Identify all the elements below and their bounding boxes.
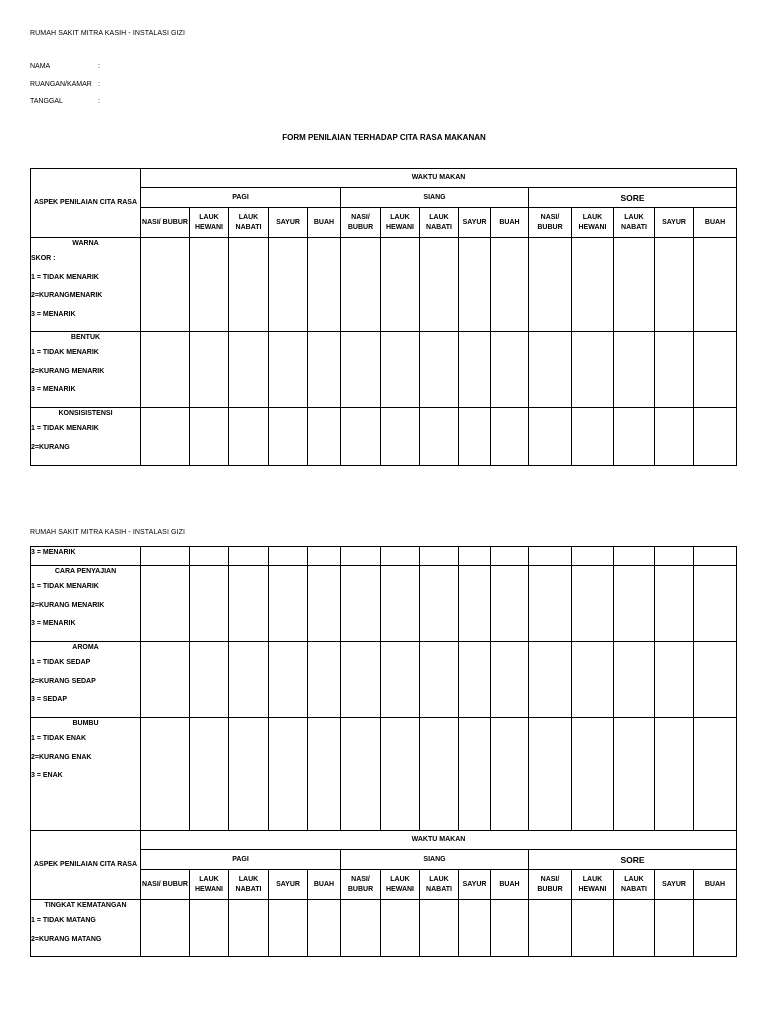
score-cell[interactable] <box>655 566 694 642</box>
col-sayur: SAYUR <box>459 870 491 900</box>
score-cell[interactable] <box>308 642 341 718</box>
table-row <box>31 547 737 566</box>
table-row <box>31 566 737 642</box>
col-lauk-hewani: LAUK HEWANI <box>572 208 614 238</box>
aspect-cell <box>31 718 141 831</box>
col-sayur: SAYUR <box>269 870 308 900</box>
score-cell[interactable] <box>614 332 655 408</box>
score-cell[interactable] <box>420 900 459 957</box>
aspect-line: 2=KURANG SEDAP <box>31 677 96 685</box>
aspect-line: 3 = ENAK <box>31 772 63 779</box>
score-cell[interactable] <box>655 408 694 466</box>
info-room-value: : <box>98 81 100 88</box>
score-cell[interactable] <box>614 718 655 831</box>
meal-time-header: WAKTU MAKAN <box>141 169 737 188</box>
col-lauk-nabati: LAUK NABATI <box>229 208 269 238</box>
score-cell[interactable] <box>190 408 229 466</box>
col-lauk-nabati: LAUK NABATI <box>614 208 655 238</box>
aspect-line: 3 = MENARIK <box>31 310 76 318</box>
score-cell[interactable] <box>459 566 491 642</box>
score-cell[interactable] <box>341 718 381 831</box>
score-cell[interactable] <box>572 547 614 566</box>
score-cell[interactable] <box>308 718 341 831</box>
score-cell[interactable] <box>491 718 529 831</box>
score-cell[interactable] <box>420 642 459 718</box>
score-cell[interactable] <box>229 547 269 566</box>
aspect-line: 2=KURANG <box>31 443 70 451</box>
score-cell[interactable] <box>459 642 491 718</box>
form-title: FORM PENILAIAN TERHADAP CITA RASA MAKANAN <box>282 133 486 142</box>
aspect-line: 1 = TIDAK MENARIK <box>31 273 99 281</box>
org-header-page2: RUMAH SAKIT MITRA KASIH - INSTALASI GIZI <box>30 529 186 536</box>
aspect-line: 1 = TIDAK MENARIK <box>31 583 99 590</box>
score-cell[interactable] <box>190 642 229 718</box>
score-cell[interactable] <box>694 408 737 466</box>
score-cell[interactable] <box>614 642 655 718</box>
col-lauk-nabati: LAUK NABATI <box>229 870 269 900</box>
score-cell[interactable] <box>459 408 491 466</box>
info-room <box>30 81 100 88</box>
col-nasi: NASI/ BUBUR <box>141 208 190 238</box>
score-cell[interactable] <box>381 900 420 957</box>
score-cell[interactable] <box>229 238 269 332</box>
score-cell[interactable] <box>572 718 614 831</box>
aspect-cell <box>31 238 141 332</box>
col-lauk-hewani: LAUK HEWANI <box>190 208 229 238</box>
table-row <box>31 642 737 718</box>
score-cell[interactable] <box>694 238 737 332</box>
score-cell[interactable] <box>529 332 572 408</box>
aspect-cell <box>31 566 141 642</box>
score-cell[interactable] <box>229 718 269 831</box>
score-cell[interactable] <box>381 566 420 642</box>
score-cell[interactable] <box>614 566 655 642</box>
aspect-title: WARNA <box>72 240 99 247</box>
score-cell[interactable] <box>529 408 572 466</box>
aspect-line: 1 = TIDAK ENAK <box>31 735 87 742</box>
score-cell[interactable] <box>341 900 381 957</box>
aspect-title: BUMBU <box>72 720 99 727</box>
score-cell[interactable] <box>491 238 529 332</box>
aspect-title: TINGKAT KEMATANGAN <box>44 902 127 909</box>
score-cell[interactable] <box>141 642 190 718</box>
score-cell[interactable] <box>572 900 614 957</box>
score-cell[interactable] <box>229 408 269 466</box>
table-row <box>31 408 737 466</box>
score-cell[interactable] <box>141 566 190 642</box>
score-cell[interactable] <box>529 566 572 642</box>
score-cell[interactable] <box>381 718 420 831</box>
table-row <box>31 718 737 831</box>
aspect-title: CARA PENYAJIAN <box>54 568 117 575</box>
score-cell[interactable] <box>190 566 229 642</box>
score-cell[interactable] <box>529 238 572 332</box>
score-cell[interactable] <box>655 718 694 831</box>
table-row <box>31 900 737 957</box>
score-cell[interactable] <box>341 547 381 566</box>
score-cell[interactable] <box>614 547 655 566</box>
score-cell[interactable] <box>459 547 491 566</box>
col-lauk-hewani: LAUK HEWANI <box>381 870 420 900</box>
score-cell[interactable] <box>655 900 694 957</box>
aspect-line: 1 = TIDAK MENARIK <box>31 425 99 432</box>
score-cell[interactable] <box>614 900 655 957</box>
col-lauk-nabati: LAUK NABATI <box>420 208 459 238</box>
aspect-line: 2=KURANG MENARIK <box>31 367 105 375</box>
score-cell[interactable] <box>572 642 614 718</box>
col-buah: BUAH <box>491 208 529 238</box>
score-cell[interactable] <box>420 547 459 566</box>
score-cell[interactable] <box>491 566 529 642</box>
score-cell[interactable] <box>141 408 190 466</box>
aspect-line: 2=KURANG MENARIK <box>31 601 105 609</box>
score-cell[interactable] <box>341 566 381 642</box>
score-cell[interactable] <box>308 408 341 466</box>
info-name <box>30 63 100 70</box>
score-cell[interactable] <box>308 332 341 408</box>
aspect-line: 3 = MENARIK <box>31 386 76 393</box>
aspect-line: 2=KURANGMENARIK <box>31 292 103 299</box>
score-cell[interactable] <box>190 900 229 957</box>
col-nasi: NASI/ BUBUR <box>529 870 572 900</box>
score-cell[interactable] <box>459 332 491 408</box>
aspect-line: 3 = MENARIK <box>31 620 76 627</box>
info-date-label: TANGGAL <box>30 98 63 105</box>
info-name-value: : <box>98 63 100 70</box>
aspect-cell <box>31 332 141 408</box>
assessment-table-2 <box>30 546 737 957</box>
col-buah: BUAH <box>308 870 341 900</box>
score-cell[interactable] <box>141 332 190 408</box>
score-cell[interactable] <box>190 547 229 566</box>
period-sore: SORE <box>529 850 737 870</box>
score-cell[interactable] <box>229 566 269 642</box>
score-cell[interactable] <box>694 566 737 642</box>
score-cell[interactable] <box>190 238 229 332</box>
score-cell[interactable] <box>269 642 308 718</box>
score-cell[interactable] <box>694 718 737 831</box>
aspect-cell <box>31 900 141 957</box>
info-name-label: NAMA <box>30 63 51 70</box>
score-cell[interactable] <box>491 642 529 718</box>
period-sore: SORE <box>529 188 737 208</box>
col-lauk-nabati: LAUK NABATI <box>420 870 459 900</box>
score-cell[interactable] <box>269 566 308 642</box>
score-cell[interactable] <box>229 332 269 408</box>
score-cell[interactable] <box>269 900 308 957</box>
aspect-cell <box>31 547 141 566</box>
col-sayur: SAYUR <box>459 208 491 238</box>
aspect-cell <box>31 408 141 466</box>
score-cell[interactable] <box>459 718 491 831</box>
period-siang: SIANG <box>341 850 529 870</box>
score-cell[interactable] <box>229 642 269 718</box>
score-cell[interactable] <box>491 408 529 466</box>
score-cell[interactable] <box>655 332 694 408</box>
score-cell[interactable] <box>141 547 190 566</box>
score-cell[interactable] <box>381 642 420 718</box>
score-cell[interactable] <box>190 332 229 408</box>
period-pagi: PAGI <box>141 850 341 870</box>
score-cell[interactable] <box>614 408 655 466</box>
aspect-title: AROMA <box>72 644 99 651</box>
score-cell[interactable] <box>420 332 459 408</box>
score-cell[interactable] <box>308 238 341 332</box>
score-cell[interactable] <box>529 718 572 831</box>
org-header: RUMAH SAKIT MITRA KASIH - INSTALASI GIZI <box>30 30 186 37</box>
score-cell[interactable] <box>529 900 572 957</box>
meal-time-header: WAKTU MAKAN <box>141 831 737 850</box>
score-cell[interactable] <box>572 332 614 408</box>
aspect-title: BENTUK <box>70 334 101 341</box>
table-row <box>31 332 737 408</box>
score-cell[interactable] <box>572 566 614 642</box>
aspect-line: 1 = TIDAK MATANG <box>31 917 96 924</box>
aspect-line: 3 = MENARIK <box>31 549 76 556</box>
col-nasi: NASI/ BUBUR <box>341 870 381 900</box>
score-cell[interactable] <box>459 238 491 332</box>
score-cell[interactable] <box>190 718 229 831</box>
score-cell[interactable] <box>614 238 655 332</box>
col-nasi: NASI/ BUBUR <box>141 870 190 900</box>
aspect-header: ASPEK PENILAIAN CITA RASA <box>31 169 141 238</box>
score-cell[interactable] <box>572 408 614 466</box>
info-room-label: RUANGAN/KAMAR <box>30 81 92 88</box>
score-cell[interactable] <box>141 718 190 831</box>
score-cell[interactable] <box>141 238 190 332</box>
aspect-cell <box>31 642 141 718</box>
col-sayur: SAYUR <box>655 208 694 238</box>
score-cell[interactable] <box>269 718 308 831</box>
score-cell[interactable] <box>694 547 737 566</box>
score-cell[interactable] <box>381 238 420 332</box>
score-cell[interactable] <box>529 547 572 566</box>
score-cell[interactable] <box>381 547 420 566</box>
col-sayur: SAYUR <box>655 870 694 900</box>
score-cell[interactable] <box>694 332 737 408</box>
score-cell[interactable] <box>420 238 459 332</box>
score-cell[interactable] <box>269 408 308 466</box>
info-date <box>30 98 100 105</box>
score-cell[interactable] <box>308 566 341 642</box>
score-cell[interactable] <box>420 718 459 831</box>
score-cell[interactable] <box>269 547 308 566</box>
score-cell[interactable] <box>381 332 420 408</box>
aspect-line: 1 = TIDAK SEDAP <box>31 659 91 666</box>
score-cell[interactable] <box>655 642 694 718</box>
aspect-line: SKOR : <box>31 255 56 262</box>
score-cell[interactable] <box>269 238 308 332</box>
col-buah: BUAH <box>491 870 529 900</box>
col-lauk-hewani: LAUK HEWANI <box>190 870 229 900</box>
score-cell[interactable] <box>655 547 694 566</box>
score-cell[interactable] <box>308 900 341 957</box>
score-cell[interactable] <box>655 238 694 332</box>
aspect-header: ASPEK PENILAIAN CITA RASA <box>31 831 141 900</box>
score-cell[interactable] <box>341 408 381 466</box>
table-row <box>31 238 737 332</box>
score-cell[interactable] <box>341 332 381 408</box>
score-cell[interactable] <box>459 900 491 957</box>
col-lauk-hewani: LAUK HEWANI <box>572 870 614 900</box>
col-lauk-nabati: LAUK NABATI <box>614 870 655 900</box>
score-cell[interactable] <box>491 332 529 408</box>
col-buah: BUAH <box>694 870 737 900</box>
score-cell[interactable] <box>229 900 269 957</box>
aspect-line: 2=KURANG ENAK <box>31 753 92 761</box>
assessment-table-1 <box>30 168 737 466</box>
score-cell[interactable] <box>694 642 737 718</box>
period-siang: SIANG <box>341 188 529 208</box>
score-cell[interactable] <box>491 547 529 566</box>
score-cell[interactable] <box>141 900 190 957</box>
aspect-line: 1 = TIDAK MENARIK <box>31 349 99 356</box>
score-cell[interactable] <box>420 408 459 466</box>
col-sayur: SAYUR <box>269 208 308 238</box>
period-pagi: PAGI <box>141 188 341 208</box>
col-lauk-hewani: LAUK HEWANI <box>381 208 420 238</box>
col-buah: BUAH <box>694 208 737 238</box>
score-cell[interactable] <box>269 332 308 408</box>
score-cell[interactable] <box>308 547 341 566</box>
col-nasi: NASI/ BUBUR <box>529 208 572 238</box>
score-cell[interactable] <box>341 642 381 718</box>
aspect-line: 2=KURANG MATANG <box>31 935 102 943</box>
score-cell[interactable] <box>529 642 572 718</box>
score-cell[interactable] <box>694 900 737 957</box>
score-cell[interactable] <box>491 900 529 957</box>
col-nasi: NASI/ BUBUR <box>341 208 381 238</box>
aspect-line: 3 = SEDAP <box>31 696 67 703</box>
info-date-value: : <box>98 98 100 105</box>
aspect-title: KONSISISTENSI <box>58 410 113 417</box>
score-cell[interactable] <box>381 408 420 466</box>
score-cell[interactable] <box>572 238 614 332</box>
score-cell[interactable] <box>420 566 459 642</box>
col-buah: BUAH <box>308 208 341 238</box>
score-cell[interactable] <box>341 238 381 332</box>
